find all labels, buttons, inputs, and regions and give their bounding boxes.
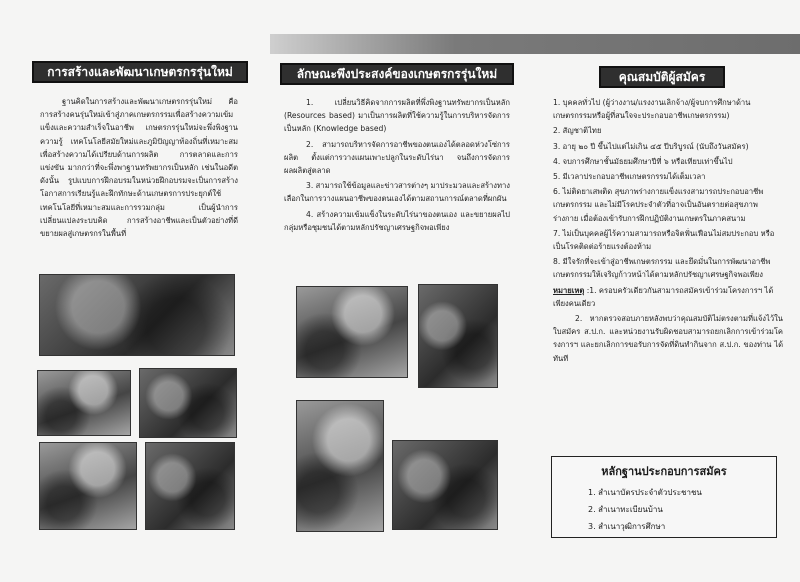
- right-item: 6. ไม่ติดยาเสพติด สุขภาพร่างกายแข็งแรงสามารถประกอบอาชีพเกษตรกรรม และไม่มีโรคประจำตัวที่อาจเป็นอันตรายต่อสุขภาพร่างกาย เมื่อต้องเข้ารับการฝึกปฏิบัติงานเกษตรในภาคสนาม: [553, 187, 764, 223]
- photo-poultry: [296, 286, 408, 378]
- middle-item: 2. สามารถบริหารจัดการอาชีพของตนเองได้ตลอดห่วงโซ่การผลิต ตั้งแต่การวางแผนเพาะปลูกในระดับไร่นา จนถึงการจัดการผลผลิตสู่ตลาด: [284, 139, 510, 176]
- required-documents-title: หลักฐานประกอบการสมัคร: [601, 465, 727, 478]
- middle-heading: ลักษณะพึงประสงค์ของเกษตรกรรุ่นใหม่: [280, 63, 514, 85]
- note-1-text: :1. ครอบครัวเดียวกันสามารถสมัครเข้าร่วมโครงการฯ ได้เพียงคนเดียว: [553, 285, 774, 308]
- photo-plants: [418, 284, 498, 388]
- middle-item: 3. สามารถใช้ข้อมูลและข่าวสารต่างๆ มาประมวลและสร้างทางเลือกในการวางแผนอาชีพของตนเองได้ตามสถานการณ์ตลาดที่ผกผัน: [284, 181, 510, 204]
- photo-market: [296, 400, 384, 532]
- document-item: 2. สำเนาทะเบียนบ้าน: [588, 505, 663, 514]
- right-heading: คุณสมบัติผู้สมัคร: [599, 66, 725, 88]
- required-documents-list: [552, 484, 776, 535]
- note-label: หมายเหตุ: [553, 285, 585, 295]
- note-1: [553, 284, 783, 310]
- required-documents-box: [551, 456, 777, 538]
- right-item: 4. จบการศึกษาชั้นมัธยมศึกษาปีที่ ๖ หรือเทียบเท่าขึ้นไป: [553, 156, 733, 166]
- right-item: 2. สัญชาติไทย: [553, 126, 602, 136]
- right-item: 1. บุคคลทั่วไป (ผู้ว่างงาน/แรงงานเลิกจ้าง/ผู้จบการศึกษาด้านเกษตรกรรมหรือผู้ที่สนใจจะประกอบอาชีพเกษตรกรรม): [553, 98, 751, 121]
- document-item: 3. สำเนาวุฒิการศึกษา: [588, 522, 666, 531]
- right-item: 3. อายุ ๒๐ ปี ขึ้นไปแต่ไม่เกิน ๔๕ ปีบริบูรณ์ (นับถึงวันสมัคร): [553, 141, 749, 151]
- left-text: [40, 95, 238, 242]
- photo-group-1: [39, 442, 137, 530]
- photo-field-work: [39, 274, 235, 356]
- middle-item: 4. สร้างความเข้มแข็งในระดับไร่นาของตนเอง และขยายผลไปกลุ่มหรือชุมชนได้ตามหลักปรัชญาเศรษฐกิจพอเพียง: [284, 209, 510, 232]
- photo-seedlings-2: [139, 368, 237, 438]
- right-item: 8. มีใจรักที่จะเข้าสู่อาชีพเกษตรกรรม และยึดมั่นในการพัฒนาอาชีพเกษตรกรรมให้เจริญก้าวหน้าได้ตามหลักปรัชญาเศรษฐกิจพอเพียง: [553, 257, 771, 280]
- right-text: [553, 96, 783, 367]
- photo-mushrooms: [392, 440, 498, 530]
- middle-text: [284, 96, 510, 236]
- note-2: 2. หากตรวจสอบภายหลังพบว่าคุณสมบัติไม่ตรงตามที่แจ้งไว้ในใบสมัคร ส.ป.ก. และหน่วยงานรับผิดชอบสามารถยกเลิกการเข้าร่วมโครงการฯ และยกเลิกการขอรับการจัดที่ดินทำกินจาก ส.ป.ก. ของท่าน ได้ทันที: [553, 314, 783, 363]
- photo-seedlings-1: [37, 370, 131, 436]
- decorative-band: [270, 34, 800, 54]
- document-item: 1. สำเนาบัตรประจำตัวประชาชน: [588, 488, 702, 497]
- middle-item: 1. เปลี่ยนวิธีคิดจากการผลิตที่พึ่งพิงฐานทรัพยากรเป็นหลัก (Resources based) มาเป็นการผลิตที่ใช้ความรู้ในการบริหารจัดการเป็นหลัก (Knowledge based): [284, 98, 510, 134]
- right-item: 5. มีเวลาประกอบอาชีพเกษตรกรรมได้เต็มเวลา: [553, 172, 706, 182]
- left-paragraph: ฐานคิดในการสร้างและพัฒนาเกษตรกรรุ่นใหม่ คือ การสร้างคนรุ่นใหม่เข้าสู่ภาคเกษตรกรรมเพื่อสร้างความเข้มแข็งและความสำเร็จในอาชีพ เกษตรกรรุ่นใหม่จะพึ่งพิงฐานความรู้ เทคโนโลยีสมัยใหม่และภูมิปัญญาท้องถิ่นที่เหมาะสม เพื่อสร้างความได้เปรียบด้านการผลิต การตลาดและการแข่งขัน มากกว่าที่จะพึ่งพาฐานทรัพยากรเป็นหลัก เช่นในอดีต ดังนั้น รูปแบบการฝึกอบรมในหน่วยฝึกอบรมจะเป็นการสร้างโอกาสการเรียนรู้และฝึกทักษะด้านเกษตรการประยุกต์ใช้เทคโนโลยีที่เหมาะสมและการรวมกลุ่ม เป็นผู้นำการเปลี่ยนแปลงระบบคิด การสร้างอาชีพและเป็นตัวอย่างที่ดี ขยายผลสู่เกษตรกรในพื้นที่: [40, 97, 238, 239]
- photo-group-2: [145, 442, 235, 530]
- right-item: 7. ไม่เป็นบุคคลผู้ไร้ความสามารถหรือจิตฟั่นเฟือนไม่สมประกอบ หรือเป็นโรคติดต่อร้ายแรงต้องห้าม: [553, 228, 775, 252]
- left-heading: การสร้างและพัฒนาเกษตรกรรุ่นใหม่: [32, 61, 248, 83]
